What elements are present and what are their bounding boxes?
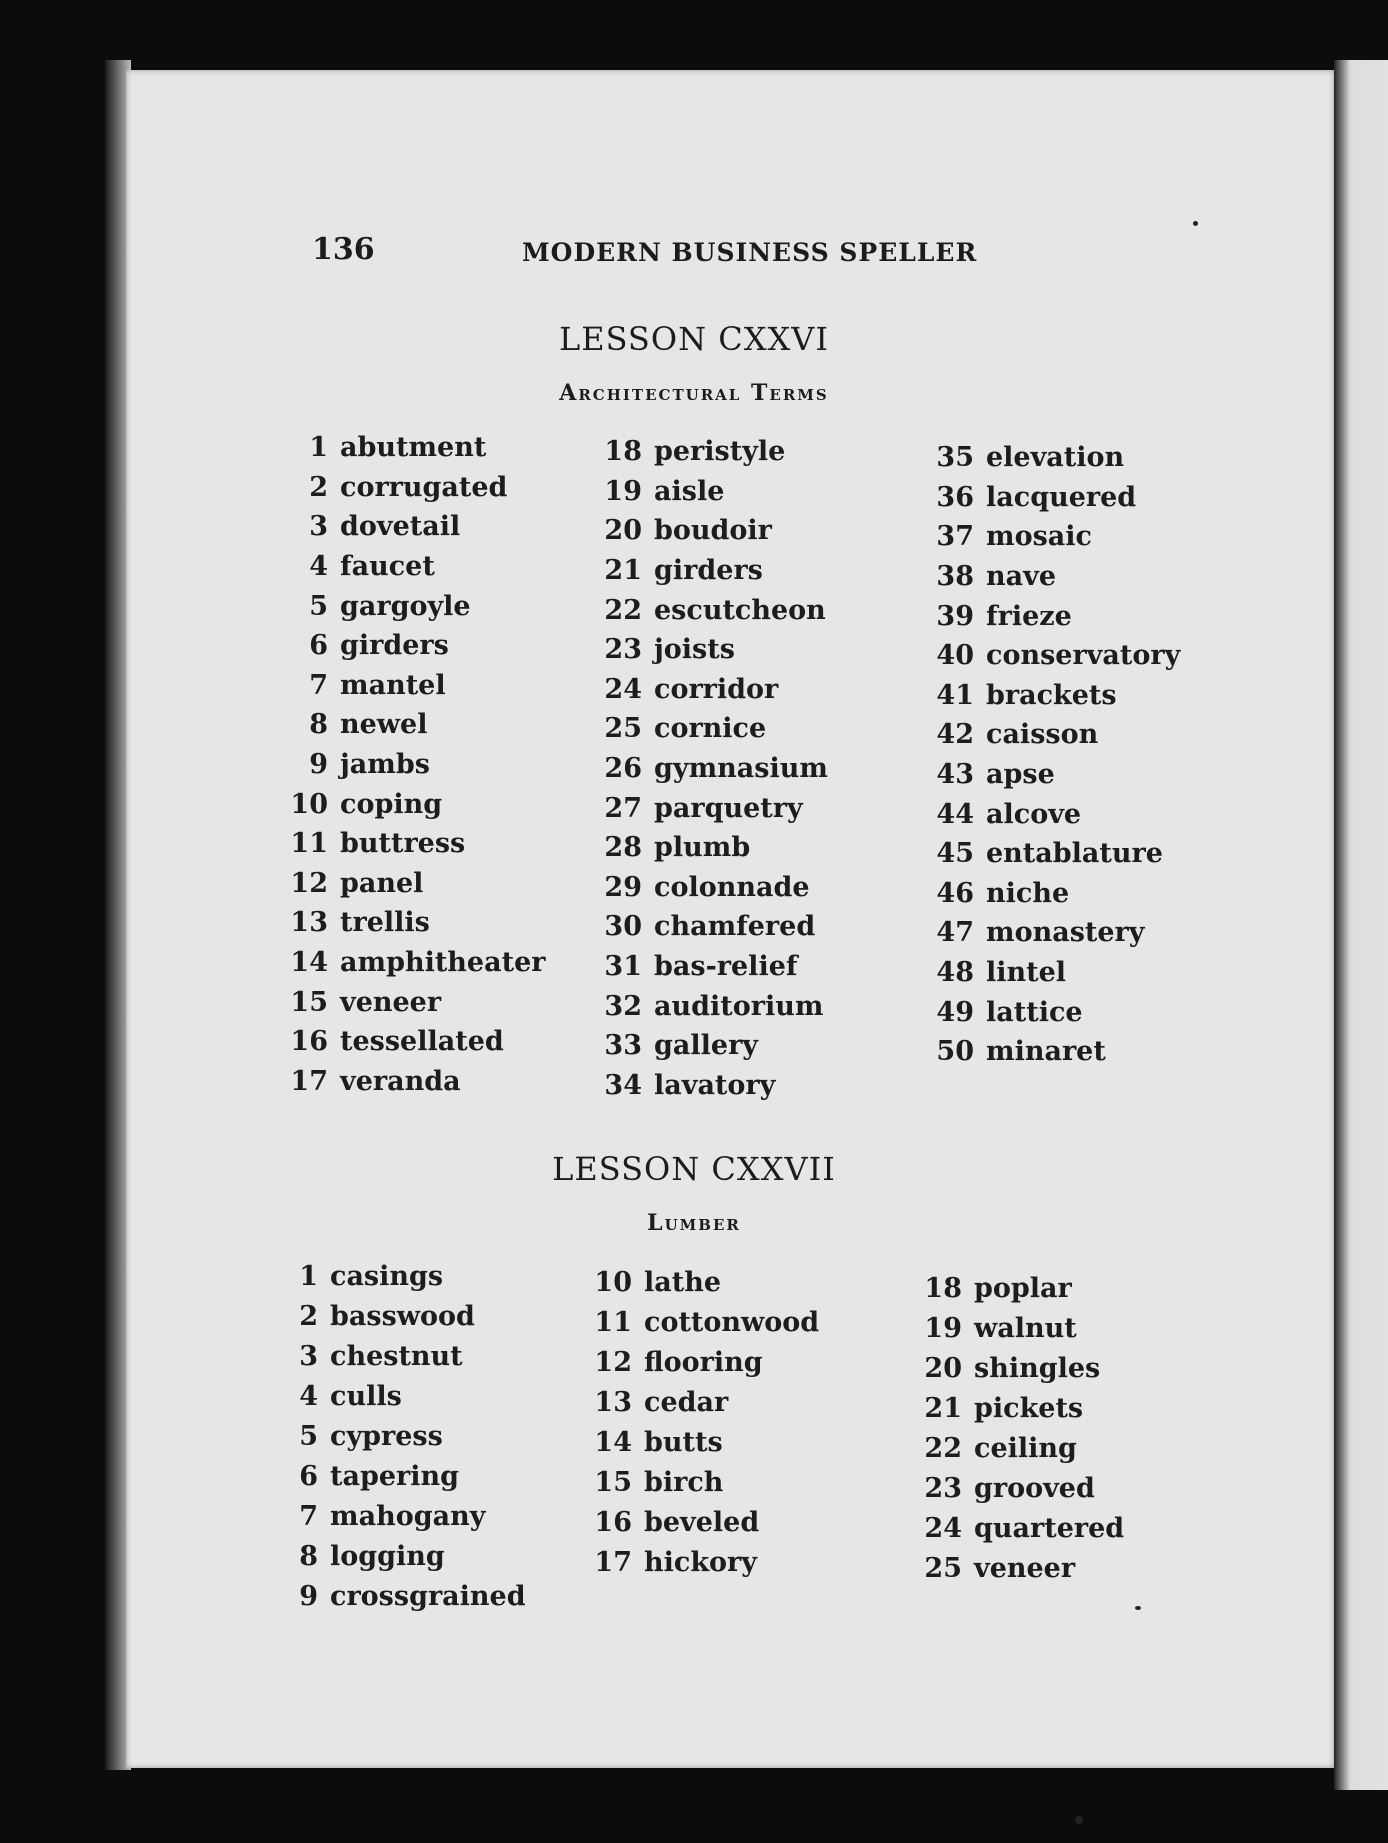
item-number: 14 <box>290 947 328 979</box>
word-list-item <box>600 670 828 710</box>
word-list-item <box>276 1256 526 1296</box>
item-word: poplar <box>974 1272 1072 1304</box>
lesson-127-title: LESSON CXXVII <box>552 1150 836 1188</box>
item-number: 10 <box>290 788 328 820</box>
word-list-item <box>286 705 545 745</box>
item-number: 19 <box>604 475 642 507</box>
item-number: 10 <box>594 1266 632 1298</box>
item-word: apse <box>986 759 1055 791</box>
item-word: pickets <box>974 1392 1084 1424</box>
item-word: logging <box>330 1540 445 1572</box>
lesson-127-subtitle: Lumber <box>647 1210 741 1236</box>
item-number: 26 <box>604 753 642 785</box>
scan-speck <box>1135 1606 1141 1610</box>
word-list-item <box>600 828 828 868</box>
word-list-item <box>590 1542 819 1582</box>
item-number: 16 <box>594 1506 632 1538</box>
word-list-item <box>920 1468 1124 1508</box>
item-word: mosaic <box>986 521 1092 553</box>
item-word: aisle <box>654 475 725 507</box>
item-word: amphitheater <box>340 947 546 979</box>
item-word: gargoyle <box>340 590 471 622</box>
item-number: 46 <box>936 877 974 909</box>
item-word: casings <box>330 1260 444 1292</box>
item-number: 42 <box>936 719 974 751</box>
item-number: 1 <box>309 432 328 464</box>
item-word: lattice <box>986 996 1083 1028</box>
item-number: 20 <box>924 1352 962 1384</box>
word-list-item <box>920 1508 1124 1548</box>
word-list-item <box>920 1308 1124 1348</box>
item-number: 20 <box>604 515 642 547</box>
word-list-item <box>600 551 828 591</box>
lesson-127-column-3 <box>920 1268 1124 1588</box>
word-list-item <box>932 755 1180 795</box>
item-number: 2 <box>309 471 328 503</box>
word-list-item <box>932 636 1180 676</box>
item-word: niche <box>986 877 1070 909</box>
item-number: 12 <box>290 867 328 899</box>
item-number: 11 <box>290 828 328 860</box>
item-number: 31 <box>604 951 642 983</box>
item-number: 24 <box>924 1512 962 1544</box>
word-list-item <box>932 438 1180 478</box>
word-list-item <box>286 903 545 943</box>
word-list-item <box>600 986 828 1026</box>
running-title: MODERN BUSINESS SPELLER <box>522 238 978 267</box>
item-word: girders <box>654 555 763 587</box>
word-list-item <box>932 992 1180 1032</box>
item-number: 43 <box>936 759 974 791</box>
word-list-item <box>590 1422 819 1462</box>
item-number: 22 <box>924 1432 962 1464</box>
item-number: 47 <box>936 917 974 949</box>
word-list-item <box>286 626 545 666</box>
item-number: 6 <box>309 630 328 662</box>
lesson-127-column-1 <box>276 1256 526 1616</box>
item-number: 13 <box>290 907 328 939</box>
item-number: 23 <box>604 634 642 666</box>
word-list-item <box>600 749 828 789</box>
item-number: 9 <box>299 1580 318 1612</box>
item-number: 25 <box>924 1552 962 1584</box>
word-list-item <box>932 596 1180 636</box>
item-number: 49 <box>936 996 974 1028</box>
word-list-item <box>286 943 545 983</box>
item-number: 30 <box>604 911 642 943</box>
word-list-item <box>600 907 828 947</box>
item-number: 45 <box>936 838 974 870</box>
item-word: chestnut <box>330 1340 463 1372</box>
item-word: escutcheon <box>654 594 826 626</box>
word-list-item <box>286 982 545 1022</box>
item-number: 3 <box>299 1340 318 1372</box>
word-list-item <box>276 1416 526 1456</box>
item-number: 13 <box>594 1386 632 1418</box>
item-word: tessellated <box>340 1026 504 1058</box>
item-word: lintel <box>986 957 1067 989</box>
item-number: 17 <box>290 1065 328 1097</box>
item-number: 11 <box>594 1306 632 1338</box>
item-number: 7 <box>309 669 328 701</box>
word-list-item <box>276 1376 526 1416</box>
item-word: butts <box>644 1426 723 1458</box>
item-word: trellis <box>340 907 430 939</box>
item-number: 18 <box>924 1272 962 1304</box>
item-number: 9 <box>309 749 328 781</box>
item-word: basswood <box>330 1300 475 1332</box>
item-word: buttress <box>340 828 466 860</box>
word-list-item <box>932 834 1180 874</box>
word-list-item <box>286 745 545 785</box>
word-list-item <box>600 709 828 749</box>
item-word: tapering <box>330 1460 460 1492</box>
item-number: 48 <box>936 957 974 989</box>
item-word: lathe <box>644 1266 722 1298</box>
item-word: conservatory <box>986 640 1181 672</box>
item-word: cypress <box>330 1420 443 1452</box>
word-list-item <box>920 1268 1124 1308</box>
item-word: parquetry <box>654 792 803 824</box>
item-word: chamfered <box>654 911 816 943</box>
item-word: peristyle <box>654 436 786 468</box>
item-number: 37 <box>936 521 974 553</box>
item-number: 27 <box>604 792 642 824</box>
word-list-item <box>920 1548 1124 1588</box>
lesson-127-column-2 <box>590 1262 819 1582</box>
item-word: mahogany <box>330 1500 486 1532</box>
item-word: bas-relief <box>654 951 798 983</box>
item-word: crossgrained <box>330 1580 526 1612</box>
word-list-item <box>286 864 545 904</box>
item-word: veneer <box>974 1552 1076 1584</box>
item-word: abutment <box>340 432 487 464</box>
lesson-126-title: LESSON CXXVI <box>558 320 830 358</box>
word-list-item <box>590 1302 819 1342</box>
word-list-item <box>920 1428 1124 1468</box>
word-list-item <box>286 586 545 626</box>
word-list-item <box>286 784 545 824</box>
item-number: 36 <box>936 481 974 513</box>
item-number: 29 <box>604 871 642 903</box>
item-word: gallery <box>654 1030 758 1062</box>
item-word: boudoir <box>654 515 772 547</box>
lesson-126-column-2 <box>600 432 828 1105</box>
word-list-item <box>286 1062 545 1102</box>
item-word: panel <box>340 867 424 899</box>
item-number: 12 <box>594 1346 632 1378</box>
item-word: jambs <box>340 749 430 781</box>
item-word: dovetail <box>340 511 461 543</box>
word-list-item <box>286 666 545 706</box>
item-number: 25 <box>604 713 642 745</box>
item-word: ceiling <box>974 1432 1077 1464</box>
word-list-item <box>276 1496 526 1536</box>
item-number: 21 <box>924 1392 962 1424</box>
item-number: 38 <box>936 561 974 593</box>
word-list-item <box>932 1032 1180 1072</box>
item-word: lacquered <box>986 481 1137 513</box>
item-word: monastery <box>986 917 1145 949</box>
item-number: 39 <box>936 600 974 632</box>
item-word: girders <box>340 630 449 662</box>
word-list-item <box>600 947 828 987</box>
word-list-item <box>932 676 1180 716</box>
item-word: colonnade <box>654 871 810 903</box>
item-number: 50 <box>936 1036 974 1068</box>
item-number: 3 <box>309 511 328 543</box>
item-word: faucet <box>340 551 435 583</box>
item-number: 7 <box>299 1500 318 1532</box>
page-header <box>312 232 992 278</box>
item-number: 41 <box>936 679 974 711</box>
word-list-item <box>276 1536 526 1576</box>
item-word: coping <box>340 788 443 820</box>
item-number: 15 <box>290 986 328 1018</box>
item-word: minaret <box>986 1036 1106 1068</box>
item-word: lavatory <box>654 1069 776 1101</box>
word-list-item <box>276 1336 526 1376</box>
item-number: 16 <box>290 1026 328 1058</box>
item-word: joists <box>654 634 735 666</box>
word-list-item <box>286 547 545 587</box>
word-list-item <box>600 511 828 551</box>
word-list-item <box>600 1026 828 1066</box>
item-number: 32 <box>604 990 642 1022</box>
word-list-item <box>590 1382 819 1422</box>
page-number: 136 <box>312 232 375 267</box>
item-number: 1 <box>299 1260 318 1292</box>
word-list-item <box>286 824 545 864</box>
item-number: 35 <box>936 442 974 474</box>
word-list-item <box>932 794 1180 834</box>
word-list-item <box>286 468 545 508</box>
item-number: 15 <box>594 1466 632 1498</box>
lesson-126-subtitle: Architectural Terms <box>559 380 829 406</box>
lesson-126-column-1 <box>286 428 545 1101</box>
item-word: corrugated <box>340 471 508 503</box>
word-list-item <box>932 953 1180 993</box>
word-list-item <box>600 630 828 670</box>
item-number: 21 <box>604 555 642 587</box>
item-word: flooring <box>644 1346 763 1378</box>
item-number: 19 <box>924 1312 962 1344</box>
item-word: birch <box>644 1466 724 1498</box>
word-list-item <box>600 590 828 630</box>
item-word: beveled <box>644 1506 760 1538</box>
word-list-item <box>600 868 828 908</box>
item-number: 6 <box>299 1460 318 1492</box>
item-word: quartered <box>974 1512 1125 1544</box>
item-word: frieze <box>986 600 1072 632</box>
item-word: grooved <box>974 1472 1095 1504</box>
item-number: 34 <box>604 1069 642 1101</box>
word-list-item <box>600 788 828 828</box>
word-list-item <box>286 428 545 468</box>
item-word: corridor <box>654 673 779 705</box>
item-word: cornice <box>654 713 767 745</box>
scan-speck <box>1193 221 1198 226</box>
item-word: mantel <box>340 669 446 701</box>
item-word: hickory <box>644 1546 757 1578</box>
word-list-item <box>932 715 1180 755</box>
lesson-126-column-3 <box>932 438 1180 1072</box>
scan-speck <box>1075 1816 1083 1824</box>
item-number: 23 <box>924 1472 962 1504</box>
item-number: 22 <box>604 594 642 626</box>
word-list-item <box>932 913 1180 953</box>
word-list-item <box>932 874 1180 914</box>
item-word: veneer <box>340 986 442 1018</box>
item-number: 5 <box>299 1420 318 1452</box>
item-word: newel <box>340 709 428 741</box>
word-list-item <box>276 1456 526 1496</box>
word-list-item <box>590 1502 819 1542</box>
item-word: brackets <box>986 679 1117 711</box>
word-list-item <box>920 1388 1124 1428</box>
item-word: culls <box>330 1380 402 1412</box>
word-list-item <box>932 478 1180 518</box>
item-number: 17 <box>594 1546 632 1578</box>
item-word: walnut <box>974 1312 1077 1344</box>
word-list-item <box>932 517 1180 557</box>
item-number: 28 <box>604 832 642 864</box>
item-number: 8 <box>299 1540 318 1572</box>
item-number: 5 <box>309 590 328 622</box>
item-word: veranda <box>340 1065 461 1097</box>
word-list-item <box>286 1022 545 1062</box>
word-list-item <box>286 507 545 547</box>
item-number: 4 <box>309 551 328 583</box>
word-list-item <box>590 1462 819 1502</box>
item-number: 44 <box>936 798 974 830</box>
item-word: nave <box>986 561 1056 593</box>
word-list-item <box>276 1296 526 1336</box>
item-number: 40 <box>936 640 974 672</box>
word-list-item <box>600 432 828 472</box>
item-word: elevation <box>986 442 1125 474</box>
item-number: 14 <box>594 1426 632 1458</box>
word-list-item <box>600 472 828 512</box>
item-number: 24 <box>604 673 642 705</box>
item-word: entablature <box>986 838 1163 870</box>
item-word: auditorium <box>654 990 824 1022</box>
word-list-item <box>276 1576 526 1616</box>
item-word: cedar <box>644 1386 729 1418</box>
word-list-item <box>600 1066 828 1106</box>
item-word: caisson <box>986 719 1099 751</box>
item-number: 2 <box>299 1300 318 1332</box>
word-list-item <box>920 1348 1124 1388</box>
item-number: 33 <box>604 1030 642 1062</box>
item-number: 4 <box>299 1380 318 1412</box>
item-word: gymnasium <box>654 753 828 785</box>
item-word: cottonwood <box>644 1306 820 1338</box>
word-list-item <box>590 1342 819 1382</box>
word-list-item <box>590 1262 819 1302</box>
item-number: 8 <box>309 709 328 741</box>
item-word: alcove <box>986 798 1082 830</box>
item-number: 18 <box>604 436 642 468</box>
item-word: shingles <box>974 1352 1101 1384</box>
item-word: plumb <box>654 832 751 864</box>
word-list-item <box>932 557 1180 597</box>
